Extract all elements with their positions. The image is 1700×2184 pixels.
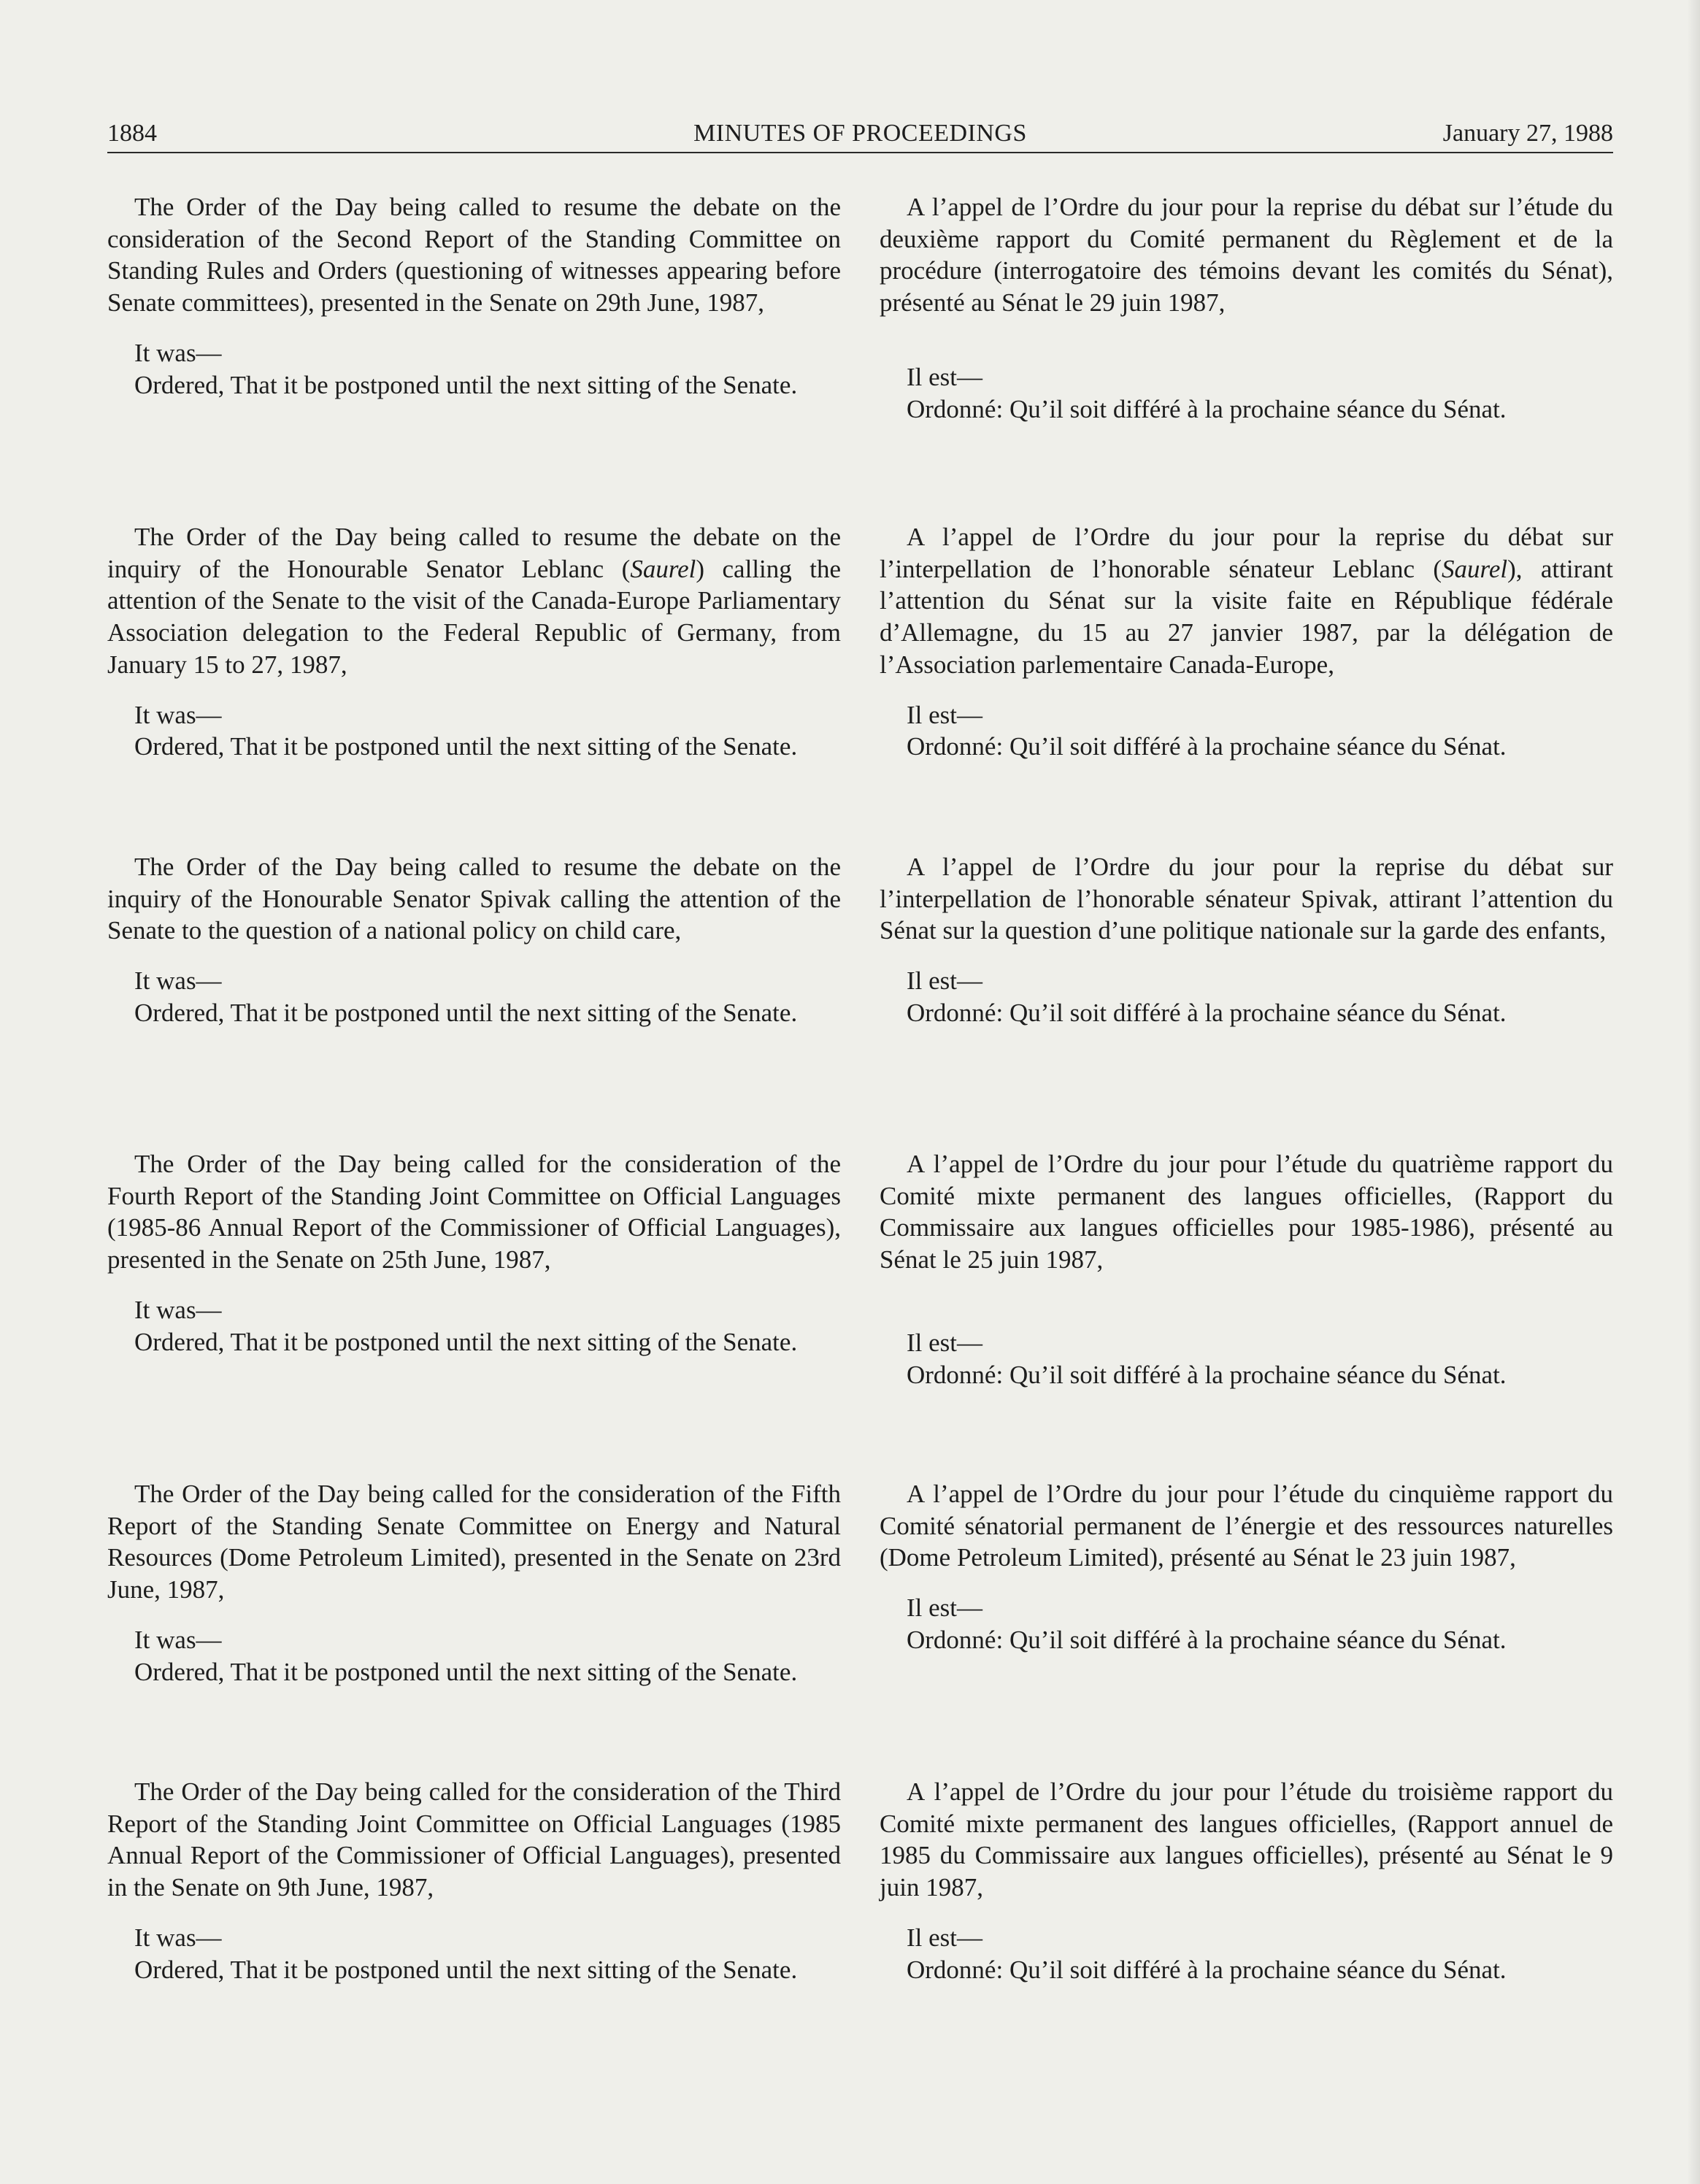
ordered-text: Ordered, That it be postponed until the next sitting of the Senate. bbox=[134, 1657, 798, 1686]
entry-paragraph: A l’appel de l’Ordre du jour pour l’étude du cinquième rapport du Comité sénatorial permanent de l’énergie et des ressources naturelles (Dome Petroleum Limited), présenté au Sénat le 23 juin 1987, bbox=[880, 1480, 1613, 1572]
entry-ruling bbox=[107, 1922, 841, 1985]
it-was-label: Il est— bbox=[907, 1923, 983, 1952]
it-was-label: It was— bbox=[134, 700, 222, 729]
ordered-text: Ordered, That it be postponed until the next sitting of the Senate. bbox=[134, 732, 798, 761]
entry-ruling bbox=[880, 965, 1613, 1028]
entry-paragraph: A l’appel de l’Ordre du jour pour la reprise du débat sur l’étude du deuxième rapport du Comité permanent du Règlement et de la procédure (interrogatoire des témoins devant les comités du Sénat), présenté au Sénat le 29 juin 1987, bbox=[880, 193, 1613, 318]
ordered-text: Ordered, That it be postponed until the next sitting of the Senate. bbox=[134, 370, 798, 399]
entry-ruling bbox=[880, 699, 1613, 763]
minute-entry bbox=[880, 1478, 1613, 1656]
minute-entry bbox=[107, 851, 841, 1029]
entry-ruling bbox=[880, 1592, 1613, 1656]
entry-paragraph: The Order of the Day being called to resume the debate on the inquiry of the Honourable Senator Leblanc (Saurel) calling the attention of the Senate to the visit of the Canada-Europe Parliamentary Association delegation to the Federal Republic of Germany, from January 15 to 27, 1987, bbox=[107, 523, 841, 679]
minute-entry bbox=[107, 1776, 841, 1985]
entry-ruling bbox=[107, 699, 841, 763]
ordered-text: Ordered, That it be postponed until the next sitting of the Senate. bbox=[134, 1327, 798, 1356]
entry-paragraph: The Order of the Day being called to resume the debate on the inquiry of the Honourable Senator Spivak calling the attention of the Senate to the question of a national policy on child care, bbox=[107, 853, 841, 945]
entry-ruling bbox=[107, 337, 841, 401]
it-was-label: It was— bbox=[134, 1625, 222, 1654]
page-title: MINUTES OF PROCEEDINGS bbox=[693, 120, 1027, 147]
italic-riding: Saurel bbox=[1442, 554, 1508, 583]
it-was-label: Il est— bbox=[907, 1593, 983, 1623]
it-was-label: It was— bbox=[134, 1295, 222, 1324]
page-date: January 27, 1988 bbox=[1442, 120, 1613, 147]
minute-entry bbox=[880, 1148, 1613, 1391]
it-was-label: Il est— bbox=[907, 362, 983, 391]
entry-ruling bbox=[880, 1327, 1613, 1391]
minute-entry bbox=[107, 1478, 841, 1688]
entry-ruling bbox=[107, 1624, 841, 1688]
italic-riding: Saurel bbox=[630, 554, 696, 583]
minute-entry bbox=[880, 1776, 1613, 1985]
it-was-label: It was— bbox=[134, 1923, 222, 1952]
ordered-text: Ordonné: Qu’il soit différé à la prochaine séance du Sénat. bbox=[907, 394, 1507, 423]
ordered-text: Ordonné: Qu’il soit différé à la prochaine séance du Sénat. bbox=[907, 1625, 1507, 1654]
page-header bbox=[107, 115, 1613, 153]
it-was-label: Il est— bbox=[907, 1328, 983, 1357]
ordered-text: Ordonné: Qu’il soit différé à la prochaine séance du Sénat. bbox=[907, 732, 1507, 761]
it-was-label: Il est— bbox=[907, 700, 983, 729]
ordered-text: Ordered, That it be postponed until the next sitting of the Senate. bbox=[134, 998, 798, 1027]
entry-paragraph: The Order of the Day being called to resume the debate on the consideration of the Second Report of the Standing Committee on Standing Rules and Orders (questioning of witnesses appearing before Senate committees), presented in the Senate on 29th June, 1987, bbox=[107, 193, 841, 318]
it-was-label: It was— bbox=[134, 966, 222, 996]
ordered-text: Ordonné: Qu’il soit différé à la prochaine séance du Sénat. bbox=[907, 998, 1507, 1027]
it-was-label: Il est— bbox=[907, 966, 983, 996]
entry-paragraph: A l’appel de l’Ordre du jour pour l’étude du troisième rapport du Comité mixte permanent des langues officielles, (Rapport annuel de 1985 du Commissaire aux langues officielles), présenté au Sénat le 9 juin 1987, bbox=[880, 1777, 1613, 1902]
minute-entry bbox=[880, 521, 1613, 763]
entry-ruling bbox=[880, 361, 1613, 425]
entry-paragraph: The Order of the Day being called for the consideration of the Third Report of the Standing Joint Committee on Official Languages (1985 Annual Report of the Commissioner of Official Languages), presented in the Senate on 9th June, 1987, bbox=[107, 1777, 841, 1902]
entry-paragraph: The Order of the Day being called for the consideration of the Fourth Report of the Standing Joint Committee on Official Languages (1985-86 Annual Report of the Commissioner of Official Languages), presented in the Senate on 25th June, 1987, bbox=[107, 1150, 841, 1274]
minute-entry bbox=[107, 1148, 841, 1358]
ordered-text: Ordonné: Qu’il soit différé à la prochaine séance du Sénat. bbox=[907, 1360, 1507, 1389]
minute-entry bbox=[880, 191, 1613, 425]
entry-paragraph: A l’appel de l’Ordre du jour pour la reprise du débat sur l’interpellation de l’honorable sénateur Leblanc (Saurel), attirant l’attention du Sénat sur la visite faite en République fédérale d’Allemagne, du 15 au 27 janvier 1987, par la délégation de l’Association parlementaire Canada-Europe, bbox=[880, 523, 1613, 679]
ordered-text: Ordonné: Qu’il soit différé à la prochaine séance du Sénat. bbox=[907, 1955, 1507, 1984]
entry-ruling bbox=[107, 965, 841, 1028]
entry-ruling bbox=[107, 1294, 841, 1358]
it-was-label: It was— bbox=[134, 338, 222, 367]
minute-entry bbox=[107, 521, 841, 763]
entry-ruling bbox=[880, 1922, 1613, 1985]
page-number: 1884 bbox=[107, 120, 157, 147]
page-edge-shadow bbox=[1687, 0, 1700, 2184]
entry-paragraph: The Order of the Day being called for the consideration of the Fifth Report of the Standing Senate Committee on Energy and Natural Resources (Dome Petroleum Limited), presented in the Senate on 23rd June, 1987, bbox=[107, 1480, 841, 1604]
entry-paragraph: A l’appel de l’Ordre du jour pour la reprise du débat sur l’interpellation de l’honorable sénateur Spivak, attirant l’attention du Sénat sur la question d’une politique nationale sur la garde des enfants, bbox=[880, 853, 1613, 945]
minute-entry bbox=[107, 191, 841, 401]
entry-paragraph: A l’appel de l’Ordre du jour pour l’étude du quatrième rapport du Comité mixte permanent des langues officielles, (Rapport du Commissaire aux langues officielles pour 1985-1986), présenté au Sénat le 25 juin 1987, bbox=[880, 1150, 1613, 1274]
ordered-text: Ordered, That it be postponed until the next sitting of the Senate. bbox=[134, 1955, 798, 1984]
minute-entry bbox=[880, 851, 1613, 1029]
